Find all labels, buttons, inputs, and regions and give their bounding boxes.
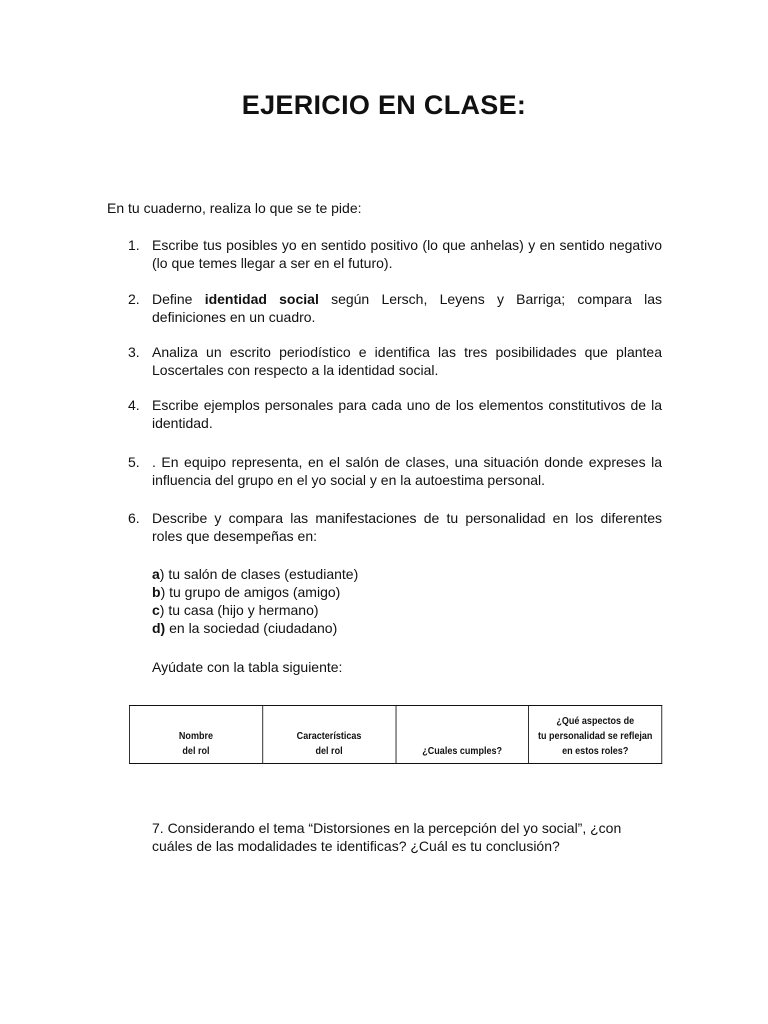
list-item-3 xyxy=(128,343,662,379)
table-intro: Ayúdate con la tabla siguiente: xyxy=(152,659,343,675)
header-line: Características xyxy=(296,730,362,742)
role-letter: c xyxy=(152,602,160,618)
header-line: del rol xyxy=(315,745,343,757)
role-item-a xyxy=(152,565,358,583)
item-text xyxy=(152,290,662,326)
item-text: Escribe ejemplos personales para cada uno de los elementos constitutivos de la identidad. xyxy=(152,397,662,431)
role-letter: d) xyxy=(152,620,166,636)
roles-table xyxy=(129,705,662,764)
table-header-cell xyxy=(263,706,396,764)
table-header-row xyxy=(129,706,661,764)
list-item-5 xyxy=(128,453,662,489)
role-text: ) tu casa (hijo y hermano) xyxy=(159,602,319,618)
item-text: Describe y compara las manifestaciones de tu personalidad en los diferentes roles que desempeñas en: xyxy=(152,510,662,544)
item-text-pre: Define xyxy=(152,291,205,307)
role-text: ) tu grupo de amigos (amigo) xyxy=(160,584,341,600)
instructions-intro: En tu cuaderno, realiza lo que se te pide: xyxy=(107,200,362,216)
role-text: en la sociedad (ciudadano) xyxy=(165,620,338,636)
item-number: 2. xyxy=(128,291,140,307)
item-number: 4. xyxy=(128,397,140,413)
item-text-post: según Lersch, Leyens y Barriga; compara las definiciones en un cuadro. xyxy=(152,291,663,325)
question-7: 7. Considerando el tema “Distorsiones en la percepción del yo social”, ¿con cuáles de las modalidades te identificas? ¿Cuál es tu conclusión? xyxy=(152,820,622,854)
header-line: del rol xyxy=(182,745,210,757)
header-line: ¿Qué aspectos de xyxy=(556,715,635,727)
table-header-cell xyxy=(396,706,529,764)
header-line: Nombre xyxy=(178,730,214,742)
header-line: ¿Cuales cumples? xyxy=(422,745,503,757)
page-title: EJERICIO EN CLASE: xyxy=(241,90,527,120)
item-number: 5. xyxy=(128,454,140,470)
role-letter: a xyxy=(152,566,160,582)
item-number: 3. xyxy=(128,344,140,360)
role-item-c xyxy=(152,601,319,619)
table-header-cell xyxy=(129,706,262,764)
role-text: ) tu salón de clases (estudiante) xyxy=(159,566,359,582)
role-item-d xyxy=(152,619,337,637)
item-text-bold: identidad social xyxy=(204,291,319,307)
list-item-2 xyxy=(128,290,662,326)
list-item-1 xyxy=(128,236,662,272)
header-line: tu personalidad se reflejan xyxy=(538,730,653,742)
table-header-cell xyxy=(529,706,662,764)
item-number: 1. xyxy=(128,237,140,253)
role-letter: b xyxy=(152,584,161,600)
header-line: en estos roles? xyxy=(562,745,629,757)
list-item-6 xyxy=(128,509,662,545)
item-text: Analiza un escrito periodístico e identifica las tres posibilidades que plantea Loscertales con respecto a la identidad social. xyxy=(152,344,662,378)
item-text: . En equipo representa, en el salón de clases, una situación donde expreses la influencia del grupo en el yo social y en la autoestima personal. xyxy=(152,454,662,488)
role-item-b xyxy=(152,583,340,601)
list-item-4 xyxy=(128,396,662,432)
item-text: Escribe tus posibles yo en sentido positivo (lo que anhelas) y en sentido negativo (lo que temes llegar a ser en el futuro). xyxy=(152,237,662,271)
item-number: 6. xyxy=(128,510,140,526)
